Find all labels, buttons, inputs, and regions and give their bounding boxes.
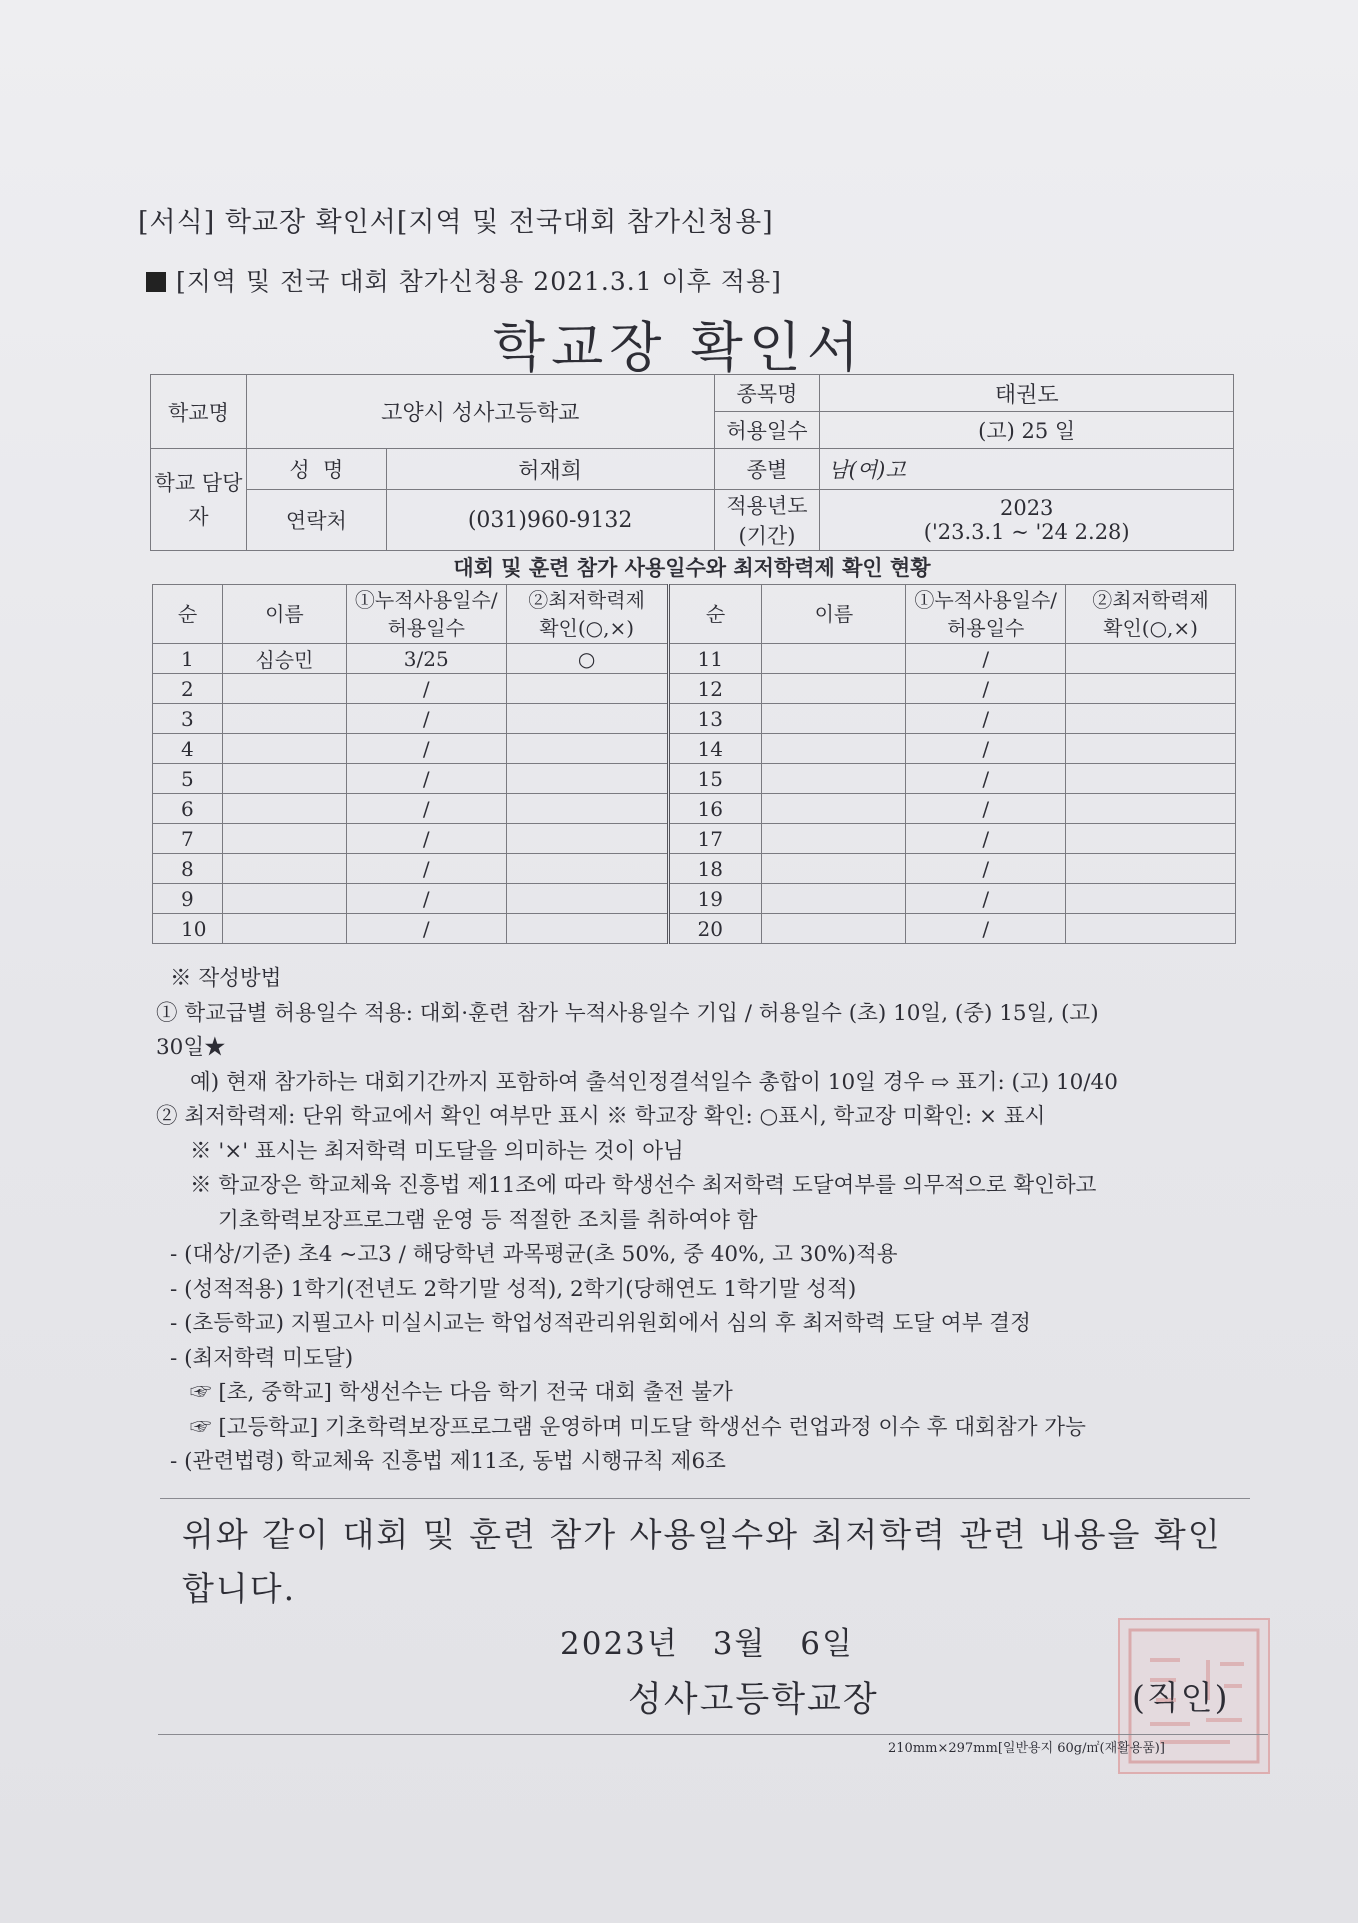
row-name	[222, 794, 346, 824]
row-name	[762, 674, 906, 704]
row-number: 11	[668, 644, 762, 674]
row-name	[762, 704, 906, 734]
row-number: 20	[668, 914, 762, 944]
note-11: - (관련법령) 학교체육 진흥법 제11조, 동법 시행규칙 제6조	[170, 1449, 726, 1474]
row-days: /	[346, 764, 506, 794]
row-name	[762, 914, 906, 944]
row-days: /	[346, 704, 506, 734]
row-days: /	[906, 734, 1066, 764]
days-label: 허용일수	[714, 412, 820, 449]
col-grade-right-line2: 확인(○,×)	[1103, 616, 1198, 640]
row-name	[762, 644, 906, 674]
row-check	[1066, 644, 1236, 674]
col-name-right: 이름	[762, 585, 906, 644]
table-row	[153, 884, 1236, 914]
table-row	[153, 734, 1236, 764]
row-days: /	[346, 824, 506, 854]
row-days: /	[346, 854, 506, 884]
row-days: /	[906, 914, 1066, 944]
col-name: 이름	[222, 585, 346, 644]
row-days: /	[906, 704, 1066, 734]
row-number: 1	[153, 644, 223, 674]
table-row	[153, 644, 1236, 674]
row-days: /	[906, 644, 1066, 674]
row-number: 10	[153, 914, 223, 944]
year-label-period: (기간)	[738, 524, 796, 548]
row-days: /	[906, 674, 1066, 704]
row-check	[1066, 674, 1236, 704]
note-8: - (최저학력 미도달)	[170, 1345, 354, 1371]
row-name	[222, 884, 346, 914]
participation-table	[152, 584, 1236, 944]
row-name	[762, 854, 906, 884]
row-number: 17	[668, 824, 762, 854]
period-value: ('23.3.1 ~ '24 2.28)	[923, 520, 1130, 544]
square-bullet-icon	[146, 272, 166, 292]
days-value: (고) 25 일	[820, 412, 1234, 449]
divider	[160, 1498, 1250, 1499]
note-2: ② 최저학력제: 단위 학교에서 확인 여부만 표시 ※ 학교장 확인: ○표시, 학교장 미확인: × 표시	[156, 1104, 1046, 1129]
row-check	[506, 674, 668, 704]
note-1b: 30일★	[156, 1035, 226, 1060]
note-5: - (대상/기준) 초4 ~고3 / 해당학년 과목평균(초 50%, 중 40%, 고 30%)적용	[170, 1242, 898, 1267]
row-name	[222, 764, 346, 794]
row-number: 2	[153, 674, 223, 704]
row-check	[506, 764, 668, 794]
principal-name: 성사고등학교장	[628, 1680, 879, 1720]
row-check	[506, 854, 668, 884]
year-label: 적용년도	[726, 494, 808, 518]
row-number: 19	[668, 884, 762, 914]
col-days-line1: ①누적사용일수/	[354, 588, 498, 612]
row-check	[1066, 824, 1236, 854]
row-check	[506, 824, 668, 854]
row-days: 3/25	[346, 644, 506, 674]
row-name	[762, 794, 906, 824]
table-row	[153, 824, 1236, 854]
table-body	[153, 644, 1236, 944]
event-value: 태권도	[820, 375, 1234, 412]
paper-spec: 210mm×297mm[일반용지 60g/㎡(재활용품)]	[888, 1741, 1165, 1756]
contact-value: (031)960-9132	[386, 490, 714, 551]
row-days: /	[906, 854, 1066, 884]
col-days	[346, 585, 506, 644]
col-days-right-line1: ①누적사용일수/	[914, 588, 1058, 612]
school-value: 고양시 성사고등학교	[246, 375, 714, 449]
row-check	[506, 794, 668, 824]
row-number: 12	[668, 674, 762, 704]
form-subtitle	[146, 262, 782, 298]
row-days: /	[346, 734, 506, 764]
row-check	[1066, 764, 1236, 794]
col-grade-right-line1: ②최저학력제	[1092, 588, 1209, 612]
row-name	[762, 734, 906, 764]
row-number: 15	[668, 764, 762, 794]
row-name	[222, 734, 346, 764]
form-label: [서식] 학교장 확인서[지역 및 전국대회 참가신청용]	[138, 207, 774, 238]
manager-label: 학교 담당자	[151, 449, 247, 551]
row-number: 4	[153, 734, 223, 764]
row-number: 7	[153, 824, 223, 854]
table-row	[153, 914, 1236, 944]
row-days: /	[906, 824, 1066, 854]
col-days-right	[906, 585, 1066, 644]
gender-value: 남(여)고	[820, 449, 1234, 490]
note-6: - (성적적용) 1학기(전년도 2학기말 성적), 2학기(당해연도 1학기말 성적)	[170, 1276, 857, 1302]
row-days: /	[346, 884, 506, 914]
row-name	[222, 674, 346, 704]
row-days: /	[346, 914, 506, 944]
row-days: /	[906, 884, 1066, 914]
row-number: 6	[153, 794, 223, 824]
note-4: ※ 학교장은 학교체육 진흥법 제11조에 따라 학생선수 최저학력 도달여부를 의무적으로 확인하고	[190, 1173, 1097, 1198]
row-days: /	[346, 794, 506, 824]
issue-date: 2023년 3월 6일	[560, 1626, 854, 1662]
row-check	[1066, 794, 1236, 824]
school-label: 학교명	[151, 375, 247, 449]
table-row	[153, 704, 1236, 734]
col-no: 순	[153, 585, 223, 644]
table-header-row	[153, 585, 1236, 644]
row-check	[1066, 734, 1236, 764]
footer-divider	[158, 1734, 1268, 1735]
note-4b: 기초학력보장프로그램 운영 등 적절한 조치를 취하여야 함	[218, 1207, 758, 1233]
table-row	[153, 764, 1236, 794]
row-name	[222, 824, 346, 854]
row-number: 18	[668, 854, 762, 884]
row-check	[506, 914, 668, 944]
col-grade-line2: 확인(○,×)	[539, 616, 634, 640]
row-name	[222, 704, 346, 734]
col-days-line2: 허용일수	[387, 616, 465, 640]
year-cell	[820, 490, 1234, 551]
note-1: ① 학교급별 허용일수 적용: 대회·훈련 참가 누적사용일수 기입 / 허용일수 (초) 10일, (중) 15일, (고)	[156, 1000, 1099, 1026]
row-number: 5	[153, 764, 223, 794]
row-days: /	[346, 674, 506, 704]
confirmation-text: 위와 같이 대회 및 훈련 참가 사용일수와 최저학력 관련 내용을 확인합니다.	[182, 1515, 1222, 1608]
row-name	[222, 914, 346, 944]
row-number: 14	[668, 734, 762, 764]
row-check	[506, 884, 668, 914]
contact-label: 연락처	[246, 490, 386, 551]
table-row	[153, 854, 1236, 884]
row-number: 9	[153, 884, 223, 914]
table-row	[153, 674, 1236, 704]
row-name	[762, 764, 906, 794]
info-table	[150, 374, 1234, 551]
seal-label: (직인)	[1132, 1678, 1230, 1717]
col-grade-line1: ②최저학력제	[528, 588, 645, 612]
form-subtitle-text: [지역 및 전국 대회 참가신청용 2021.3.1 이후 적용]	[176, 267, 782, 296]
row-name	[762, 884, 906, 914]
col-days-right-line2: 허용일수	[947, 616, 1025, 640]
note-9: ☞ [초, 중학교] 학생선수는 다음 학기 전국 대회 출전 불가	[190, 1380, 733, 1405]
note-10: ☞ [고등학교] 기초학력보장프로그램 운영하며 미도달 학생선수 런업과정 이수 후 대회참가 가능	[190, 1414, 1086, 1440]
name-value: 허재희	[386, 449, 714, 490]
row-check: ○	[506, 644, 668, 674]
note-7: - (초등학교) 지필고사 미실시교는 학업성적관리위원회에서 심의 후 최저학력 도달 여부 결정	[170, 1311, 1031, 1336]
gender-label: 종별	[714, 449, 820, 490]
row-number: 13	[668, 704, 762, 734]
note-3: ※ '×' 표시는 최저학력 미도달을 의미하는 것이 아님	[190, 1138, 684, 1164]
col-grade	[506, 585, 668, 644]
row-number: 3	[153, 704, 223, 734]
instructions	[156, 962, 1270, 1480]
row-check	[1066, 884, 1236, 914]
row-check	[1066, 914, 1236, 944]
row-days: /	[906, 794, 1066, 824]
row-name: 심승민	[222, 644, 346, 674]
table-row	[153, 794, 1236, 824]
year-value: 2023	[999, 496, 1054, 520]
row-check	[506, 734, 668, 764]
row-number: 8	[153, 854, 223, 884]
row-check	[1066, 854, 1236, 884]
row-number: 16	[668, 794, 762, 824]
col-no-right: 순	[668, 585, 762, 644]
row-name	[762, 824, 906, 854]
year-label-cell	[714, 490, 820, 551]
name-label: 성 명	[246, 449, 386, 490]
row-check	[1066, 704, 1236, 734]
col-grade-right	[1066, 585, 1236, 644]
event-label: 종목명	[714, 375, 820, 412]
row-name	[222, 854, 346, 884]
note-1c: 예) 현재 참가하는 대회기간까지 포함하여 출석인정결석일수 총합이 10일 경우 ⇨ 표기: (고) 10/40	[190, 1069, 1118, 1095]
row-check	[506, 704, 668, 734]
document-title: 학교장 확인서	[492, 316, 866, 379]
row-days: /	[906, 764, 1066, 794]
table-caption: 대회 및 훈련 참가 사용일수와 최저학력제 확인 현황	[453, 555, 931, 580]
notes-heading: ※ 작성방법	[170, 966, 282, 991]
